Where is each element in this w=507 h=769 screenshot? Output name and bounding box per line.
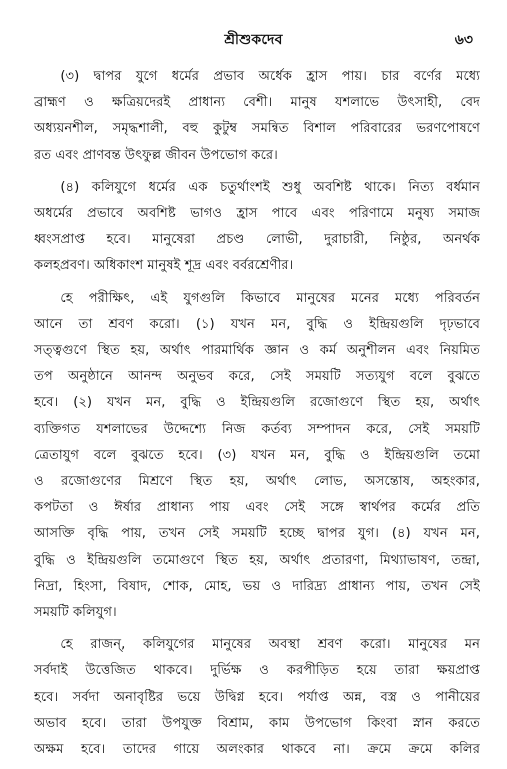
text-line: রত এবং প্রাণবন্ত উৎফুল্ল জীবন উপভোগ করে। <box>34 147 278 163</box>
text-line: সর্বদাই উত্তেজিত থাকবে। দুর্ভিক্ষ ও করপীড়িত হয়ে তারা ক্ষয়প্রাপ্ত <box>34 663 480 679</box>
text-line: অভাব হবে। তারা উপযুক্ত বিশ্রাম, কাম উপভোগ কিংবা স্নান করতে <box>34 715 480 731</box>
text-line: (৩) দ্বাপর যুগে ধর্মের প্রভাব অর্ধেক হ্রাস পায়। চার বর্ণের মধ্যে <box>60 69 480 84</box>
text-line: সময়টি কলিযুগ। <box>34 605 117 621</box>
text-line: নিদ্রা, হিংসা, বিষাদ, শোক, মোহ, ভয় ও দারিদ্র্য প্রাধান্য পায়, তখন সেই <box>34 578 480 594</box>
running-title: শ্রীশুকদেব <box>224 32 283 48</box>
text-line: ত্রেতাযুগ বলে বুঝতে হবে। (৩) যখন মন, বুদ্ধি ও ইন্দ্রিয়গুলি তমো <box>34 447 480 463</box>
text-line: আনে তা শ্রবণ করো। (১) যখন মন, বুদ্ধি ও ইন্দ্রিয়গুলি দৃঢ়ভাবে <box>34 316 480 332</box>
text-line: ধ্বংসপ্রাপ্ত হবে। মানুষেরা প্রচণ্ড লোভী, দুরাচারী, নিষ্ঠুর, অনর্থক <box>34 232 480 248</box>
text-line: হবে। সর্বদা অনাবৃষ্টির ভয়ে উদ্বিগ্ন হবে। পর্যাপ্ত অন্ন, বস্ত্র ও পানীয়ের <box>34 689 480 705</box>
text-line: আসক্তি বৃদ্ধি পায়, তখন সেই সময়টি হচ্ছে দ্বাপর যুগ। (৪) যখন মন, <box>34 526 480 542</box>
paragraph-yuga-in-mind <box>34 286 480 627</box>
body-text <box>34 64 480 769</box>
text-line: অক্ষম হবে। তাদের গায়ে অলংকার থাকবে না। ক্রমে ক্রমে কলির <box>34 742 480 758</box>
text-line: ও রজোগুণের মিশ্রণে স্থিত হয়, অর্থাৎ লোভ, অসন্তোষ, অহংকার, <box>34 474 480 490</box>
paragraph-kali-people <box>34 632 480 763</box>
text-line: সত্ত্বগুণে স্থিত হয়, অর্থাৎ পারমার্থিক জ্ঞান ও কর্ম অনুশীলন এবং নিয়মিত <box>34 343 480 359</box>
text-line: বুদ্ধি ও ইন্দ্রিয়গুলি তমোগুণে স্থিত হয়, অর্থাৎ প্রতারণা, মিথ্যাভাষণ, তন্দ্রা, <box>34 552 480 568</box>
text-line: হবে। (২) যখন মন, বুদ্ধি ও ইন্দ্রিয়গুলি রজোগুণে স্থিত হয়, অর্থাৎ <box>34 395 480 411</box>
text-line: ব্যক্তিগত যশলাভের উদ্দেশ্যে নিজ কর্তব্য সম্পাদন করে, সেই সময়টি <box>34 421 480 437</box>
text-line: কপটতা ও ঈর্ষার প্রাধান্য পায় এবং সেই সঙ্গে স্বার্থপর কর্মের প্রতি <box>34 500 480 516</box>
paragraph-kali-yuga <box>34 175 480 280</box>
text-line: ব্রাহ্মণ ও ক্ষত্রিয়দেরই প্রাধান্য বেশী। মানুষ যশলাভে উৎসাহী, বেদ <box>34 95 480 111</box>
text-line: কলহপ্রবণ। অধিকাংশ মানুষই শূদ্র এবং বর্বরশ্রেণীর। <box>34 258 294 274</box>
text-line: তপ অনুষ্ঠানে আনন্দ অনুভব করে, সেই সময়টি সত্যযুগ বলে বুঝতে <box>34 369 480 385</box>
text-line: (৪) কলিযুগে ধর্মের এক চতুর্থাংশই শুধু অবশিষ্ট থাকে। নিত্য বর্ধমান <box>60 179 480 195</box>
text-line: হে পরীক্ষিৎ, এই যুগগুলি কিভাবে মানুষের মনের মধ্যে পরিবর্তন <box>60 290 480 306</box>
paragraph-dvapara-yuga <box>34 64 480 169</box>
text-line: অধর্মের প্রভাবে অবশিষ্ট ভাগও হ্রাস পাবে এবং পরিণামে মনুষ্য সমাজ <box>34 206 480 222</box>
text-line: হে রাজন্, কলিযুগের মানুষের অবস্থা শ্রবণ করো। মানুষের মন <box>60 637 480 653</box>
page-header <box>0 28 507 50</box>
page-number: ৬৩ <box>454 32 473 48</box>
text-line: অধ্যয়নশীল, সমৃদ্ধশালী, বহু কুটুম্ব সমন্বিত বিশাল পরিবারের ভরণপোষণে <box>34 121 480 137</box>
